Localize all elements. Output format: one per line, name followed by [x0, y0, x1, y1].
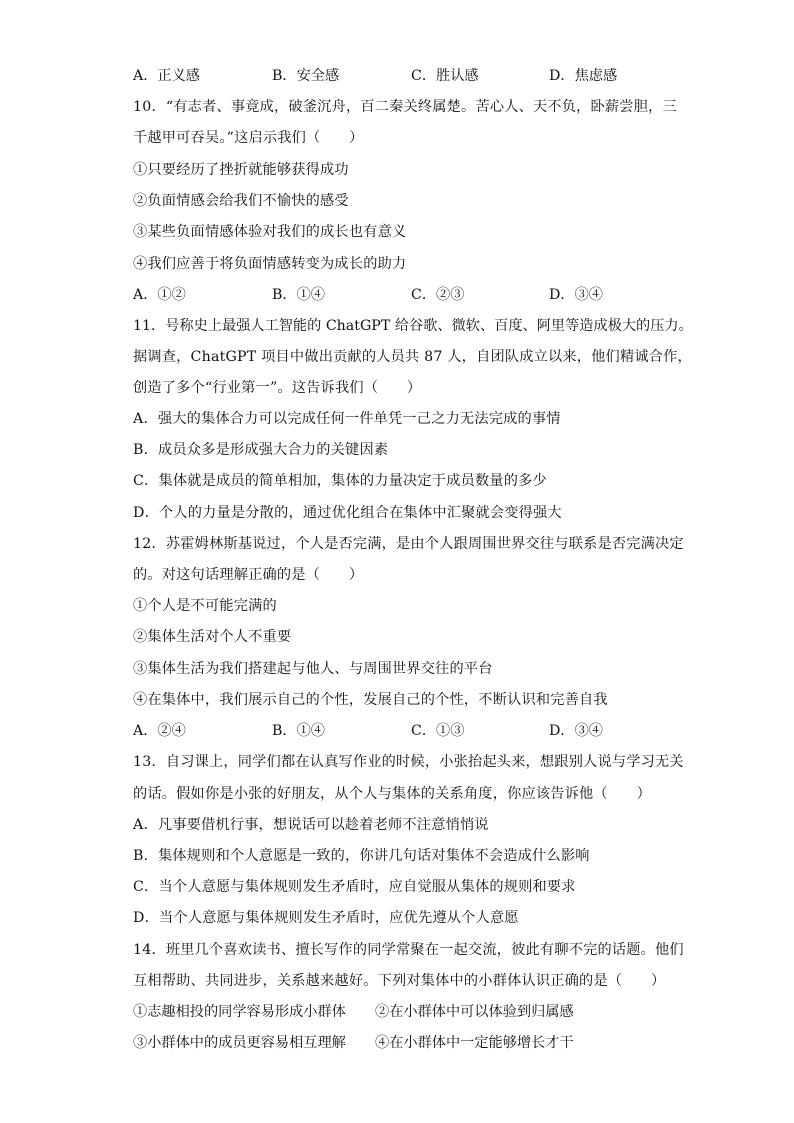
q13-option-d: D．当个人意愿与集体规则发生矛盾时，应优先遵从个人意愿 [133, 910, 519, 926]
q13-option-a: A．凡事要借机行事，想说话可以趁着老师不注意悄悄说 [133, 817, 489, 833]
q10-option-d: D．③④ [549, 287, 603, 303]
q14-item-4: ④在小群体中一定能够增长才干 [375, 1035, 574, 1051]
q12-option-b: B．①④ [272, 723, 325, 739]
q11-stem-line-2: 据调查，ChatGPT 项目中做出贡献的人员共 87 人，自团队成立以来，他们精诚合作， [133, 349, 692, 365]
q10-item-1: ①只要经历了挫折就能够获得成功 [133, 162, 349, 178]
q12-item-4: ④在集体中，我们展示自己的个性，发展自己的个性，不断认识和完善自我 [133, 692, 608, 708]
q12-option-d: D．③④ [549, 723, 603, 739]
q10-item-4: ④我们应善于将负面情感转变为成长的助力 [133, 256, 407, 272]
q14-item-3: ③小群体中的成员更容易相互理解 [133, 1035, 346, 1051]
q10-option-a: A．①② [133, 287, 186, 303]
q13-stem-line-1: 13．自习课上，同学们都在认真写作业的时候，小张抬起头来，想跟别人说与学习无关 [133, 754, 684, 770]
q12-option-c: C．①③ [411, 723, 465, 739]
q11-option-b: B．成员众多是形成强大合力的关键因素 [133, 442, 389, 458]
q13-option-b: B．集体规则和个人意愿是一致的，你讲几句话对集体不会造成什么影响 [133, 848, 590, 864]
q9-option-a: A．正义感 [133, 68, 200, 84]
q12-item-2: ②集体生活对个人不重要 [133, 629, 292, 645]
q10-item-3: ③某些负面情感体验对我们的成长也有意义 [133, 224, 407, 240]
q14-stem-line-1: 14．班里几个喜欢读书、擅长写作的同学常聚在一起交流，彼此有聊不完的话题。他们 [133, 942, 684, 958]
q12-option-a: A．②④ [133, 723, 186, 739]
q10-stem-line-1: 10．“有志者、事竟成，破釜沉舟，百二秦关终属楚。苦心人、天不负，卧薪尝胆，三 [133, 99, 677, 115]
q10-stem-line-2: 千越甲可吞吴。”这启示我们（ ） [133, 130, 364, 146]
q13-option-c: C．当个人意愿与集体规则发生矛盾时，应自觉服从集体的规则和要求 [133, 879, 576, 895]
q12-stem-line-1: 12．苏霍姆林斯基说过，个人是否完满，是由个人跟周围世界交往与联系是否完满决定 [133, 536, 684, 552]
q12-item-1: ①个人是不可能完满的 [133, 598, 277, 614]
q14-item-2: ②在小群体中可以体验到归属感 [375, 1004, 574, 1020]
q11-option-a: A．强大的集体合力可以完成任何一件单凭一己之力无法完成的事情 [133, 411, 561, 427]
q10-option-b: B．①④ [272, 287, 325, 303]
q9-option-c: C．胜认感 [411, 68, 479, 84]
q11-option-c: C．集体就是成员的简单相加，集体的力量决定于成员数量的多少 [133, 473, 547, 489]
q10-option-c: C．②③ [411, 287, 465, 303]
q12-stem-line-2: 的。对这句话理解正确的是（ ） [133, 567, 364, 583]
q11-option-d: D．个人的力量是分散的，通过优化组合在集体中汇聚就会变得强大 [133, 505, 562, 521]
q9-option-d: D．焦虑感 [549, 68, 618, 84]
q13-stem-line-2: 的话。假如你是小张的好朋友，从个人与集体的关系角度，你应该告诉他（ ） [133, 786, 651, 802]
q11-stem-line-3: 创造了多个“行业第一”。这告诉我们（ ） [133, 380, 422, 396]
q14-stem-line-2: 互相帮助、共同进步，关系越来越好。下列对集体中的小群体认识正确的是（ ） [133, 973, 666, 989]
q10-item-2: ②负面情感会给我们不愉快的感受 [133, 193, 349, 209]
q11-stem-line-1: 11．号称史上最强人工智能的 ChatGPT 给谷歌、微软、百度、阿里等造成极大的压力。 [133, 318, 693, 334]
q14-item-1: ①志趣相投的同学容易形成小群体 [133, 1004, 346, 1020]
q9-option-b: B．安全感 [272, 68, 340, 84]
q12-item-3: ③集体生活为我们搭建起与他人、与周围世界交往的平台 [133, 661, 493, 677]
